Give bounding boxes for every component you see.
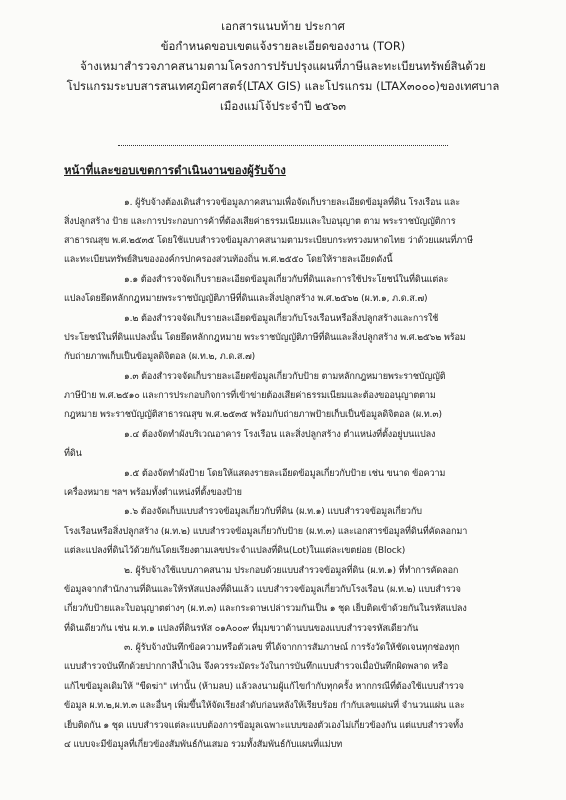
body-line: ข้อมูลจากสำนักงานที่ดินและให้รหัสแปลงที่ดินแล้ว แบบสำรวจข้อมูลเกี่ยวกับโรงเรือน (ผ.ท.๒) แบบสำรวจ bbox=[64, 585, 461, 595]
body-line: เย็บติดกัน ๑ ชุด แบบสำรวจแต่ละแบบต้องการข้อมูลเฉพาะแบบของตัวเองไม่เกี่ยวข้องกัน แต่แบบสำรวจทั้ง bbox=[64, 721, 464, 731]
body-line: เครื่องหมาย ฯลฯ พร้อมทั้งตำแหน่งที่ตั้งของป้าย bbox=[64, 488, 242, 498]
body-line: ข้อมูล ผ.ท.๒,ผ.ท.๓ และอื่นๆ เพิ่มขึ้นให้จัดเรียงลำดับก่อนหลังให้เรียบร้อย กำกับเลขแผ่นที่ จำนวนแผ่น และ bbox=[64, 701, 465, 711]
body-line: และทะเบียนทรัพย์สินขององค์กรปกครองส่วนท้องถิ่น พ.ศ.๒๕๕๐ โดยให้รายละเอียดดังนี้ bbox=[64, 255, 393, 265]
body-line: ๓. ผู้รับจ้างบันทึกข้อความหรือตัวเลข ที่ได้จากการสัมภาษณ์ การรังวัดให้ชัดเจนทุกช่องทุก bbox=[124, 643, 460, 653]
dotted-separator bbox=[118, 145, 448, 146]
body-line: กับถ่ายภาพเก็บเป็นข้อมูลดิจิตอล (ผ.ท.๒, ภ.ด.ส.๗) bbox=[64, 352, 256, 362]
body-line: ที่ดินเดียวกัน เช่น ผ.ท.๑ แปลงที่ดินรหัส ๐๑A๐๐๙ ที่มุมขวาด้านบนของแบบสำรวจรหัสเดียวกัน bbox=[64, 624, 419, 634]
body-line: ที่ดิน bbox=[64, 449, 82, 459]
body-line: สิ่งปลูกสร้าง ป้าย และการประกอบการค้าที่ต้องเสียค่าธรรมเนียมและใบอนุญาต ตาม พระราชบัญญัติการ bbox=[64, 217, 456, 227]
body-line: ๔ แบบจะมีข้อมูลที่เกี่ยวข้องสัมพันธ์กันเสมอ รวมทั้งสัมพันธ์กับแผนที่แม่บท bbox=[64, 740, 343, 750]
body-line: ๑.๒ ต้องสำรวจจัดเก็บรายละเอียดข้อมูลเกี่ยวกับโรงเรือนหรือสิ่งปลูกสร้างและการใช้ bbox=[124, 314, 439, 324]
body-line: ๒. ผู้รับจ้างใช้แบบภาคสนาม ประกอบด้วยแบบสำรวจข้อมูลที่ดิน (ผ.ท.๑) ที่ทำการคัดลอก bbox=[124, 566, 459, 576]
header-line-5: เมืองแม่โจ้ประจำปี ๒๕๖๓ bbox=[220, 99, 346, 113]
header-line-2: ข้อกำหนดขอบเขตแจ้งรายละเอียดของงาน (TOR) bbox=[160, 39, 406, 53]
body-line: แก้ไขข้อมูลเดิมให้ "ขีดฆ่า" เท่านั้น (ห้ามลบ) แล้วลงนามผู้แก้ไขกำกับทุกครั้ง หากกรณีที่ต้องใช้แบบสำรวจ bbox=[64, 682, 464, 692]
body-line: ประโยชน์ในที่ดินแปลงนั้น โดยยึดหลักกฎหมาย พระราชบัญญัติภาษีที่ดินและสิ่งปลูกสร้าง พ.ศ.๒๕๖๒ พร้อม bbox=[64, 333, 466, 343]
body-line: โรงเรือนหรือสิ่งปลูกสร้าง (ผ.ท.๒) แบบสำรวจข้อมูลเกี่ยวกับป้าย (ผ.ท.๓) และเอกสารข้อมูลที่ดินที่คัดลอกมา bbox=[64, 527, 468, 537]
body-line: ๑.๔ ต้องจัดทำผังบริเวณอาคาร โรงเรือน และสิ่งปลูกสร้าง ตำแหน่งที่ตั้งอยู่บนแปลง bbox=[124, 430, 436, 440]
body-line: แต่ละแปลงที่ดินไว้ด้วยกันโดยเรียงตามเลขประจำแปลงที่ดิน(Lot)ในแต่ละเขตย่อย (Block) bbox=[64, 546, 406, 556]
body-line: ๑.๓ ต้องสำรวจจัดเก็บรายละเอียดข้อมูลเกี่ยวกับป้าย ตามหลักกฎหมายพระราชบัญญัติ bbox=[124, 372, 446, 382]
body-line: เกี่ยวกับป้ายและใบอนุญาตต่างๆ (ผ.ท.๓) และกระดาษเปล่ารวมกันเป็น ๑ ชุด เย็บติดเข้าด้วยกันในรหัสแปลง bbox=[64, 604, 467, 614]
body-line: ๑.๑ ต้องสำรวจจัดเก็บรายละเอียดข้อมูลเกี่ยวกับที่ดินและการใช้ประโยชน์ในที่ดินแต่ละ bbox=[124, 275, 449, 285]
header-line-4: โปรแกรมระบบสารสนเทศภูมิศาสตร์(LTAX GIS) และโปรแกรม (LTAX๓๐๐๐)ของเทศบาล bbox=[66, 79, 500, 93]
header-line-3: จ้างเหมาสำรวจภาคสนามตามโครงการปรับปรุงแผนที่ภาษีและทะเบียนทรัพย์สินด้วย bbox=[80, 59, 486, 73]
body-line: แปลงโดยยึดหลักกฎหมายพระราชบัญญัติภาษีที่ดินและสิ่งปลูกสร้าง พ.ศ.๒๕๖๒ (ผ.ท.๑, ภ.ด.ส.๗) bbox=[64, 294, 428, 304]
section-heading: หน้าที่และขอบเขตการดำเนินงานของผู้รับจ้าง bbox=[64, 163, 286, 177]
body-line: ๑. ผู้รับจ้างต้องเดินสำรวจข้อมูลภาคสนามเพื่อจัดเก็บรายละเอียดข้อมูลที่ดิน โรงเรือน และ bbox=[124, 198, 460, 208]
body-line: แบบสำรวจบันทึกด้วยปากกาสีน้ำเงิน จึงควรระมัดระวังในการบันทึกแบบสำรวจเมื่อบันทึกผิดพลาด หรือ bbox=[64, 662, 449, 672]
body-line: กฎหมาย พระราชบัญญัติสาธารณสุข พ.ศ.๒๕๓๕ พร้อมกับถ่ายภาพป้ายเก็บเป็นข้อมูลดิจิตอล (ผ.ท.๓) bbox=[64, 410, 442, 420]
body-line: ๑.๕ ต้องจัดทำผังป้าย โดยให้แสดงรายละเอียดข้อมูลเกี่ยวกับป้าย เช่น ขนาด ข้อความ bbox=[124, 469, 446, 479]
body-line: ๑.๖ ต้องจัดเก็บแบบสำรวจข้อมูลเกี่ยวกับที่ดิน (ผ.ท.๑) แบบสำรวจข้อมูลเกี่ยวกับ bbox=[124, 507, 422, 517]
body-line: สาธารณสุข พ.ศ.๒๕๓๕ โดยใช้แบบสำรวจข้อมูลภาคสนามตามระเบียบกระทรวงมหาดไทย ว่าด้วยแผนที่ภาษี bbox=[64, 236, 473, 246]
body-line: ภาษีป้าย พ.ศ.๒๕๑๐ และการประกอบกิจการที่เข้าข่ายต้องเสียค่าธรรมเนียมและต้องขออนุญาตตาม bbox=[64, 391, 436, 401]
header-line-1: เอกสารแนบท้าย ประกาศ bbox=[221, 19, 345, 33]
